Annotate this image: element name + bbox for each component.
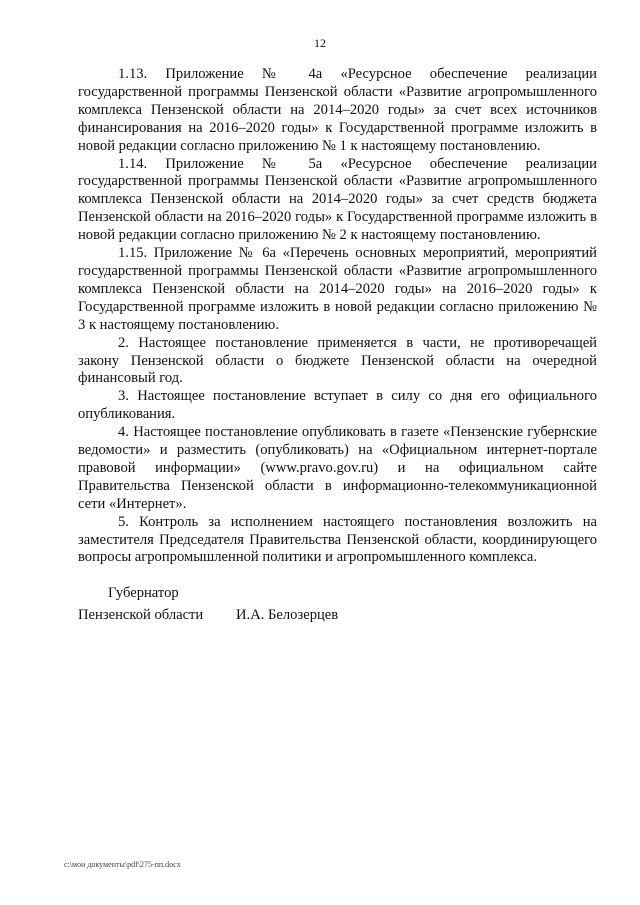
page-number: 12 [314,36,326,50]
paragraph-3: 3. Настоящее постановление вступает в силу со дня его официального опубликования. [78,388,597,423]
signature-block [78,582,498,626]
paragraph-1-13: 1.13. Приложение № 4а «Ресурсное обеспечение реализации государственной программы Пензенской области «Развитие агропромышленного комплекса Пензенской области на 2014–2020 годы» за счет всех источников финансирования на 2016–2020 годы» к Государственной программе изложить в новой редакции согласно приложению № 1 к настоящему постановлению. [78,66,597,154]
signature-row [78,604,498,626]
signature-title: Губернатор [108,585,179,601]
paragraph-2: 2. Настоящее постановление применяется в части, не противоречащей закону Пензенской области о бюджете Пензенской области на очередной финансовый год. [78,334,597,387]
paragraph-5: 5. Контроль за исполнением настоящего постановления возложить на заместителя Председателя Правительства Пензенской области, координирующего вопросы агропромышленной политики и агропромышленного комплекса. [78,513,597,566]
signature-region: Пензенской области [78,607,204,623]
paragraph-1-14: 1.14. Приложение № 5а «Ресурсное обеспечение реализации государственной программы Пензенской области «Развитие агропромышленного комплекса Пензенской области на 2014–2020 годы» за счет средств бюджета Пензенской области на 2016–2020 годы» к Государственной программе изложить в новой редакции согласно приложению № 2 к настоящему постановлению. [78,155,597,244]
document-body [78,66,597,567]
signature-name: И.А. Белозерцев [236,607,339,623]
paragraph-4: 4. Настоящее постановление опубликовать в газете «Пензенские губернские ведомости» и разместить (опубликовать) на «Официальном интернет-портале правовой информации» (www.pravo.gov.ru) и на официальном сайте Правительства Пензенской области в информационно-телекоммуникационной сети «Интернет». [78,424,597,512]
paragraph-1-15: 1.15. Приложение № 6а «Перечень основных мероприятий, мероприятий государственной программы Пензенской области «Развитие агропромышленного комплекса Пензенской области на 2014–2020 годы» на 2016–2020 годы» к Государственной программе изложить в новой редакции согласно приложению № 3 к настоящему постановлению. [78,245,597,333]
footer-file-path: c:\мои документы\pdf\275-пп.docx [64,860,181,869]
